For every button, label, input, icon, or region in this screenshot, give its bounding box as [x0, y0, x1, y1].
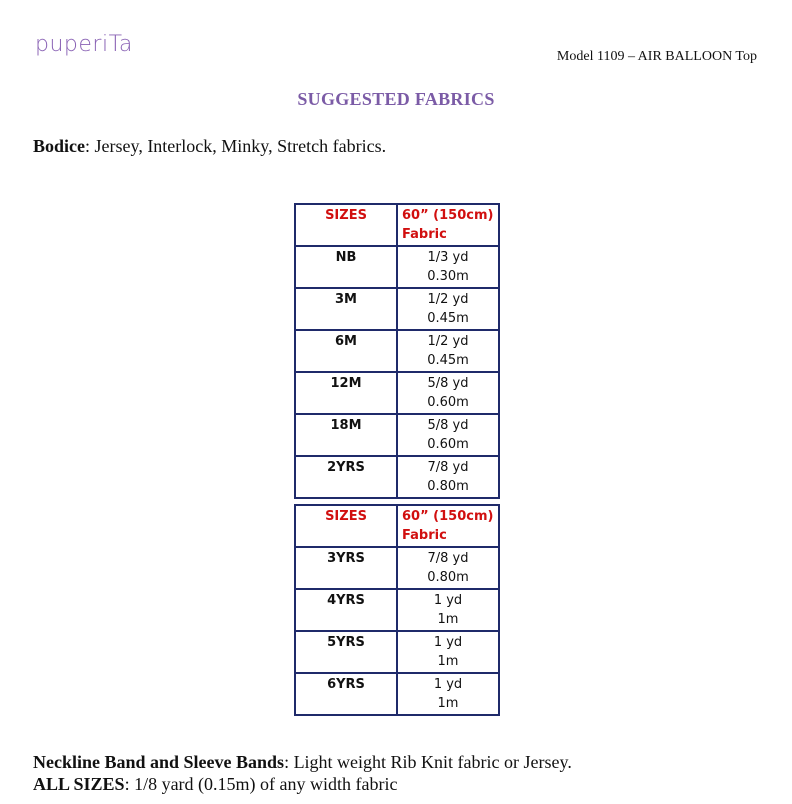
- size-cell: 3YRS: [295, 547, 397, 589]
- neckline-label: Neckline Band and Sleeve Bands: [33, 752, 285, 772]
- sizes-header: SIZES: [295, 204, 397, 246]
- yardage-value: 1/3 yd: [427, 250, 469, 265]
- fabric-amount-cell: [397, 456, 499, 498]
- table-header-row: [295, 505, 499, 547]
- allsizes-text: : 1/8 yard (0.15m) of any width fabric: [124, 774, 398, 794]
- meter-value: 1m: [437, 612, 459, 627]
- fabric-table-small-sizes: [294, 203, 500, 499]
- fabric-width-header: 60” (150cm): [402, 208, 494, 223]
- size-cell: 2YRS: [295, 456, 397, 498]
- meter-value: 0.80m: [427, 479, 469, 494]
- bodice-line: [33, 136, 386, 157]
- fabric-amount-cell: [397, 372, 499, 414]
- table-row: [295, 330, 499, 372]
- page-title: SUGGESTED FABRICS: [297, 89, 495, 109]
- table-row: [295, 414, 499, 456]
- size-cell: 6YRS: [295, 673, 397, 715]
- notes-block: [33, 751, 572, 795]
- size-cell: 6M: [295, 330, 397, 372]
- brand-logo: puperiTa: [35, 32, 133, 57]
- yardage-value: 7/8 yd: [427, 551, 469, 566]
- table-row: [295, 246, 499, 288]
- fabric-header: [397, 505, 499, 547]
- meter-value: 0.30m: [427, 269, 469, 284]
- model-title: Model 1109 – AIR BALLOON Top: [556, 49, 757, 64]
- table-row: [295, 372, 499, 414]
- fabric-amount-cell: [397, 288, 499, 330]
- fabric-amount-cell: [397, 414, 499, 456]
- size-cell: 3M: [295, 288, 397, 330]
- meter-value: 0.45m: [427, 311, 469, 326]
- size-cell: NB: [295, 246, 397, 288]
- fabric-amount-cell: [397, 673, 499, 715]
- yardage-value: 1/2 yd: [427, 334, 469, 349]
- fabric-width-header: 60” (150cm): [402, 509, 494, 524]
- table-row: [295, 589, 499, 631]
- size-cell: 4YRS: [295, 589, 397, 631]
- yardage-value: 5/8 yd: [427, 376, 469, 391]
- table-row: [295, 631, 499, 673]
- table-row: [295, 673, 499, 715]
- table-row: [295, 288, 499, 330]
- fabric-table-large-sizes: [294, 504, 500, 716]
- allsizes-line: [33, 773, 572, 795]
- yardage-value: 1/2 yd: [427, 292, 469, 307]
- size-cell: 5YRS: [295, 631, 397, 673]
- size-cell: 12M: [295, 372, 397, 414]
- fabric-amount-cell: [397, 246, 499, 288]
- bodice-label: Bodice: [33, 136, 85, 156]
- neckline-text: : Light weight Rib Knit fabric or Jersey.: [284, 752, 572, 772]
- sizes-header: SIZES: [295, 505, 397, 547]
- fabric-amount-cell: [397, 631, 499, 673]
- fabric-header: [397, 204, 499, 246]
- meter-value: 0.60m: [427, 437, 469, 452]
- yardage-value: 5/8 yd: [427, 418, 469, 433]
- size-cell: 18M: [295, 414, 397, 456]
- fabric-amount-cell: [397, 330, 499, 372]
- fabric-amount-cell: [397, 547, 499, 589]
- meter-value: 1m: [437, 654, 459, 669]
- neckline-line: [33, 751, 572, 773]
- table-row: [295, 456, 499, 498]
- allsizes-label: ALL SIZES: [33, 774, 125, 794]
- yardage-value: 7/8 yd: [427, 460, 469, 475]
- fabric-label-header: Fabric: [402, 227, 447, 242]
- fabric-amount-cell: [397, 589, 499, 631]
- yardage-value: 1 yd: [433, 677, 463, 692]
- table-row: [295, 547, 499, 589]
- yardage-value: 1 yd: [433, 593, 463, 608]
- table-header-row: [295, 204, 499, 246]
- meter-value: 0.60m: [427, 395, 469, 410]
- meter-value: 0.80m: [427, 570, 469, 585]
- yardage-value: 1 yd: [433, 635, 463, 650]
- bodice-text: : Jersey, Interlock, Minky, Stretch fabrics.: [85, 136, 387, 156]
- meter-value: 1m: [437, 696, 459, 711]
- fabric-label-header: Fabric: [402, 528, 447, 543]
- meter-value: 0.45m: [427, 353, 469, 368]
